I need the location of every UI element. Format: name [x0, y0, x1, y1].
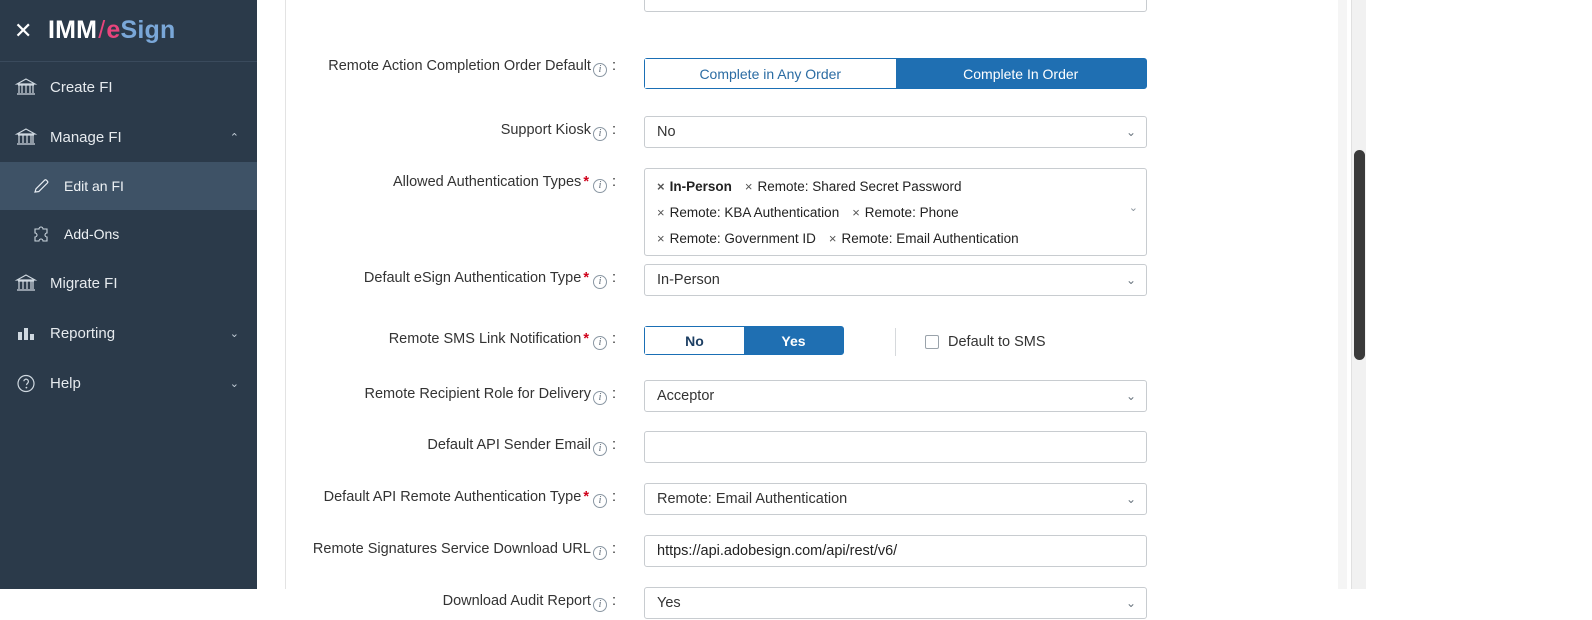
info-icon[interactable]: i	[593, 546, 607, 560]
token[interactable]	[848, 201, 964, 223]
token[interactable]	[653, 227, 822, 249]
row-remote-recipient-role	[286, 360, 1592, 412]
default-to-sms-checkbox[interactable]	[925, 335, 939, 349]
control-download-audit-report	[644, 587, 1147, 619]
info-icon[interactable]: i	[593, 275, 607, 289]
token-remove-icon[interactable]: ×	[744, 178, 753, 194]
label-colon: :	[611, 331, 616, 347]
question-circle-icon	[16, 374, 50, 393]
control-remote-signatures-url	[644, 535, 1147, 567]
allowed-auth-types-multiselect[interactable]	[644, 168, 1147, 256]
sidebar-subitem-label: Add-Ons	[64, 226, 120, 242]
sidebar-item-manage-fi[interactable]	[0, 112, 257, 162]
token-remove-icon[interactable]: ×	[828, 230, 837, 246]
token-label: Remote: Phone	[864, 204, 959, 220]
label-remote-signatures-url	[286, 535, 624, 560]
label-colon: :	[611, 593, 616, 609]
control-support-kiosk	[644, 116, 1147, 148]
label-text: Remote Action Completion Order Default	[328, 58, 591, 74]
label-text: Remote Signatures Service Download URL	[312, 541, 591, 557]
remote-action-order-toggle[interactable]	[644, 58, 1147, 89]
default-to-sms-label: Default to SMS	[948, 333, 1046, 350]
info-icon[interactable]: i	[593, 494, 607, 508]
support-kiosk-select[interactable]	[644, 116, 1147, 148]
sidebar-item-add-ons[interactable]	[0, 210, 257, 258]
required-marker: *	[583, 270, 589, 286]
token-label: Remote: KBA Authentication	[669, 204, 840, 220]
remote-sms-toggle[interactable]	[644, 326, 844, 355]
brand-logo	[48, 16, 175, 45]
label-colon: :	[611, 541, 616, 557]
label-text: Remote SMS Link Notification	[388, 331, 582, 347]
token-label: Remote: Email Authentication	[841, 230, 1019, 246]
vertical-scrollbar[interactable]	[1351, 0, 1366, 589]
row-remote-signatures-url	[286, 516, 1592, 568]
required-marker: *	[583, 489, 589, 505]
control-default-api-remote-auth	[644, 483, 1147, 515]
sidebar-subitem-label: Edit an FI	[64, 178, 124, 194]
token-remove-icon[interactable]: ×	[657, 178, 665, 194]
sidebar-item-help[interactable]	[0, 358, 257, 408]
label-support-kiosk	[286, 116, 624, 141]
label-text: Allowed Authentication Types	[392, 174, 582, 190]
label-text: Download Audit Report	[442, 593, 591, 609]
bank-arrow-icon	[16, 274, 50, 293]
token[interactable]	[825, 227, 1025, 249]
label-text: Support Kiosk	[500, 122, 591, 138]
label-text: Default eSign Authentication Type	[363, 270, 582, 286]
sidebar-item-reporting[interactable]	[0, 308, 257, 358]
chevron-down-icon: ⌄	[1125, 273, 1136, 287]
partial-top-select[interactable]	[644, 0, 1147, 12]
logo-e: e	[106, 16, 121, 44]
row-partial-top	[286, 0, 1592, 52]
row-default-api-sender-email	[286, 412, 1592, 464]
support-kiosk-value: No	[657, 124, 676, 140]
pencil-icon	[32, 177, 64, 196]
default-api-sender-email-input[interactable]	[644, 431, 1147, 463]
token-label: Remote: Government ID	[669, 230, 816, 246]
token-label: In-Person	[669, 178, 732, 194]
label-text: Default API Remote Authentication Type	[323, 489, 582, 505]
chevron-down-icon: ⌄	[1125, 596, 1136, 610]
label-colon: :	[611, 122, 616, 138]
required-marker: *	[583, 331, 589, 347]
sidebar-item-label: Manage FI	[50, 128, 122, 146]
label-default-api-remote-auth	[286, 483, 624, 508]
row-default-api-remote-auth	[286, 464, 1592, 516]
control-remote-sms	[644, 326, 1046, 357]
bank-plus-icon	[16, 78, 50, 97]
info-icon[interactable]: i	[593, 127, 607, 141]
row-remote-sms	[286, 308, 1592, 360]
close-icon[interactable]: ✕	[14, 17, 33, 43]
scrollbar-thumb[interactable]	[1354, 150, 1365, 360]
logo-imm: IMM	[48, 16, 98, 44]
default-to-sms-group	[895, 326, 1046, 357]
label-remote-action-order	[286, 58, 624, 77]
required-marker: *	[583, 174, 589, 190]
sidebar-item-migrate-fi[interactable]	[0, 258, 257, 308]
bank-gear-icon	[16, 128, 50, 147]
token-label: Remote: Shared Secret Password	[757, 178, 962, 194]
toggle-option-no[interactable]: No	[645, 327, 744, 354]
info-icon[interactable]: i	[593, 598, 607, 612]
label-remote-sms	[286, 326, 624, 350]
token[interactable]	[741, 175, 968, 197]
control-remote-recipient-role	[644, 380, 1147, 412]
main-content	[257, 0, 1366, 611]
row-default-esign-auth	[286, 256, 1592, 308]
row-support-kiosk	[286, 104, 1592, 156]
info-icon[interactable]: i	[593, 336, 607, 350]
label-download-audit-report	[286, 587, 624, 612]
partial-top-control[interactable]	[644, 0, 1147, 12]
chevron-down-icon: ⌄	[229, 377, 239, 390]
info-icon[interactable]: i	[593, 391, 607, 405]
label-default-esign-auth	[286, 264, 624, 289]
chevron-down-icon: ⌄	[1125, 125, 1136, 139]
default-esign-auth-select[interactable]	[644, 264, 1147, 296]
control-default-api-sender-email	[644, 431, 1147, 463]
download-audit-report-select[interactable]	[644, 587, 1147, 619]
remote-signatures-url-input[interactable]	[644, 535, 1147, 567]
default-api-remote-auth-select[interactable]	[644, 483, 1147, 515]
sidebar-item-edit-an-fi[interactable]	[0, 162, 257, 210]
label-text: Remote Recipient Role for Delivery	[364, 386, 591, 402]
sidebar-item-label: Reporting	[50, 324, 116, 342]
info-icon[interactable]: i	[593, 179, 607, 193]
toggle-option-yes[interactable]: Yes	[744, 327, 843, 354]
control-remote-action-order	[644, 58, 1147, 89]
default-api-remote-auth-value: Remote: Email Authentication	[657, 491, 848, 507]
label-colon: :	[611, 58, 616, 74]
fi-settings-form	[286, 0, 1592, 620]
info-icon[interactable]: i	[593, 442, 607, 456]
token-remove-icon[interactable]: ×	[657, 230, 665, 246]
control-allowed-auth-types	[644, 168, 1147, 256]
inner-scrollbar[interactable]	[1335, 0, 1350, 589]
download-audit-report-value: Yes	[657, 595, 681, 611]
sidebar-item-label: Create FI	[50, 78, 113, 96]
sidebar-item-label: Migrate FI	[50, 274, 118, 292]
sidebar-item-label: Help	[50, 374, 81, 392]
token[interactable]	[653, 201, 845, 223]
inner-scrollbar-track[interactable]	[1338, 0, 1347, 589]
vertical-divider	[895, 328, 896, 356]
content-gutter	[257, 0, 286, 589]
chevron-down-icon: ⌄	[229, 327, 239, 340]
logo-sign: Sign	[120, 16, 176, 44]
row-download-audit-report	[286, 568, 1592, 620]
label-colon: :	[611, 489, 616, 505]
label-allowed-auth-types	[286, 168, 624, 193]
token-list	[653, 175, 1122, 249]
chevron-up-icon: ⌃	[229, 131, 239, 144]
sidebar	[0, 0, 257, 589]
label-colon: :	[611, 437, 616, 453]
token-remove-icon[interactable]: ×	[657, 204, 665, 220]
sidebar-item-create-fi[interactable]	[0, 62, 257, 112]
chevron-down-icon: ⌄	[1125, 492, 1136, 506]
token-remove-icon[interactable]: ×	[852, 204, 860, 220]
default-esign-auth-value: In-Person	[657, 272, 720, 288]
label-colon: :	[611, 386, 616, 402]
row-allowed-auth-types	[286, 156, 1592, 256]
sidebar-header	[0, 0, 257, 62]
bar-chart-icon	[16, 324, 50, 343]
remote-recipient-role-select[interactable]	[644, 380, 1147, 412]
row-remote-action-order	[286, 52, 1592, 104]
info-icon[interactable]: i	[593, 63, 607, 77]
label-default-api-sender-email	[286, 431, 624, 456]
token[interactable]	[653, 175, 738, 197]
label-remote-recipient-role	[286, 380, 624, 405]
label-text: Default API Sender Email	[427, 437, 591, 453]
chevron-down-icon[interactable]: ⌄	[1128, 202, 1138, 214]
toggle-option-any-order[interactable]: Complete in Any Order	[645, 59, 896, 88]
logo-slash: /	[98, 16, 106, 44]
toggle-option-in-order[interactable]: Complete In Order	[896, 59, 1147, 88]
puzzle-icon	[32, 225, 64, 244]
control-default-esign-auth	[644, 264, 1147, 296]
label-colon: :	[611, 270, 616, 286]
label-colon: :	[611, 174, 616, 190]
chevron-down-icon: ⌄	[1125, 389, 1136, 403]
remote-recipient-role-value: Acceptor	[657, 388, 715, 404]
